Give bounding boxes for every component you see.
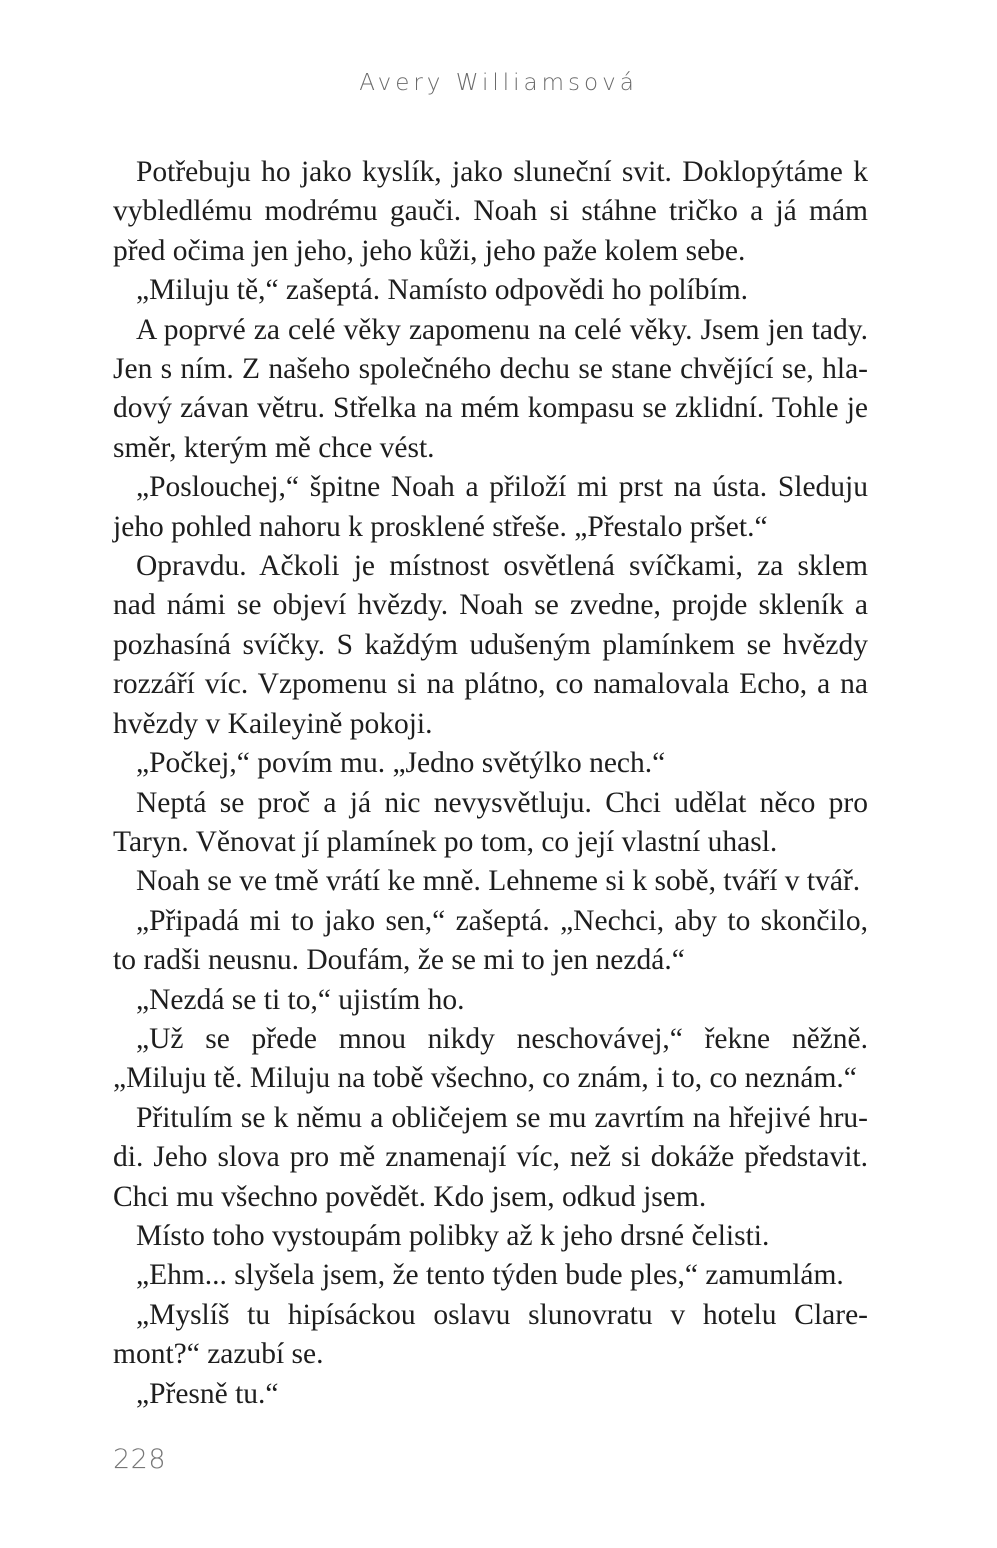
paragraph: „Myslíš tu hipísáckou oslavu slunovratu v hotelu Claremont?“ zazubí se.	[113, 1298, 868, 1371]
running-header: Avery Williamsová	[359, 70, 638, 96]
paragraph: „Ehm... slyšela jsem, že tento týden bude ples,“ zamumlám.	[136, 1259, 844, 1292]
paragraph: „Už se přede mnou nikdy neschovávej,“ řekne něžně. „Miluju tě. Miluju na tobě všechno, co znám, i to, co neznám.“	[113, 1022, 868, 1095]
paragraph: Místo toho vystoupám polibky až k jeho drsné čelisti.	[136, 1219, 770, 1252]
paragraph: Potřebuju ho jako kyslík, jako sluneční svit. Doklopýtáme k vybledlému modrému gauči. Noah si stáhne tričko a já mám před očima jen jeho, jeho kůži, jeho paže kolem sebe.	[113, 156, 868, 267]
paragraph: „Přesně tu.“	[136, 1377, 279, 1410]
paragraph: Neptá se proč a já nic nevysvětluju. Chci udělat něco pro Taryn. Věnovat jí plamínek po tom, co její vlastní uhasl.	[113, 786, 868, 858]
paragraph: „Poslouchej,“ špitne Noah a přiloží mi prst na ústa. Sleduju jeho pohled nahoru k prosklené střeše. „Přestalo pršet.“	[113, 471, 868, 543]
page-number: 228	[113, 1444, 167, 1475]
paragraph: „Počkej,“ povím mu. „Jedno světýlko nech.“	[136, 747, 666, 780]
body-text	[113, 153, 868, 1414]
paragraph: Opravdu. Ačkoli je místnost osvětlená svíčkami, za sklem nad námi se objeví hvězdy. Noah se zvedne, projde skleník a pozhasíná svíčky. S každým udušeným plamínkem se hvězdy rozzáří víc. Vzpomenu si na plátno, co namalovala Echo, a na hvězdy v Kaileyině pokoji.	[113, 550, 868, 740]
paragraph: A poprvé za celé věky zapomenu na celé věky. Jsem jen tady. Jen s ním. Z našeho společného dechu se stane chvějící se, hladový závan větru. Střelka na mém kompasu se zklidní. Tohle je směr, kterým mě chce vést.	[113, 313, 868, 464]
paragraph: Noah se ve tmě vrátí ke mně. Lehneme si k sobě, tváří v tvář.	[136, 865, 861, 898]
paragraph: „Připadá mi to jako sen,“ zašeptá. „Nechci, aby to skončilo, to radši neusnu. Doufám, že se mi to jen nezdá.“	[113, 904, 868, 977]
paragraph: Přitulím se k němu a obličejem se mu zavrtím na hřejivé hrudi. Jeho slova pro mě znamenají víc, než si dokáže představit. Chci mu všechno povědět. Kdo jsem, odkud jsem.	[113, 1101, 868, 1213]
paragraph: „Nezdá se ti to,“ ujistím ho.	[136, 983, 465, 1016]
paragraph: „Miluju tě,“ zašeptá. Namísto odpovědi ho políbím.	[136, 274, 749, 307]
